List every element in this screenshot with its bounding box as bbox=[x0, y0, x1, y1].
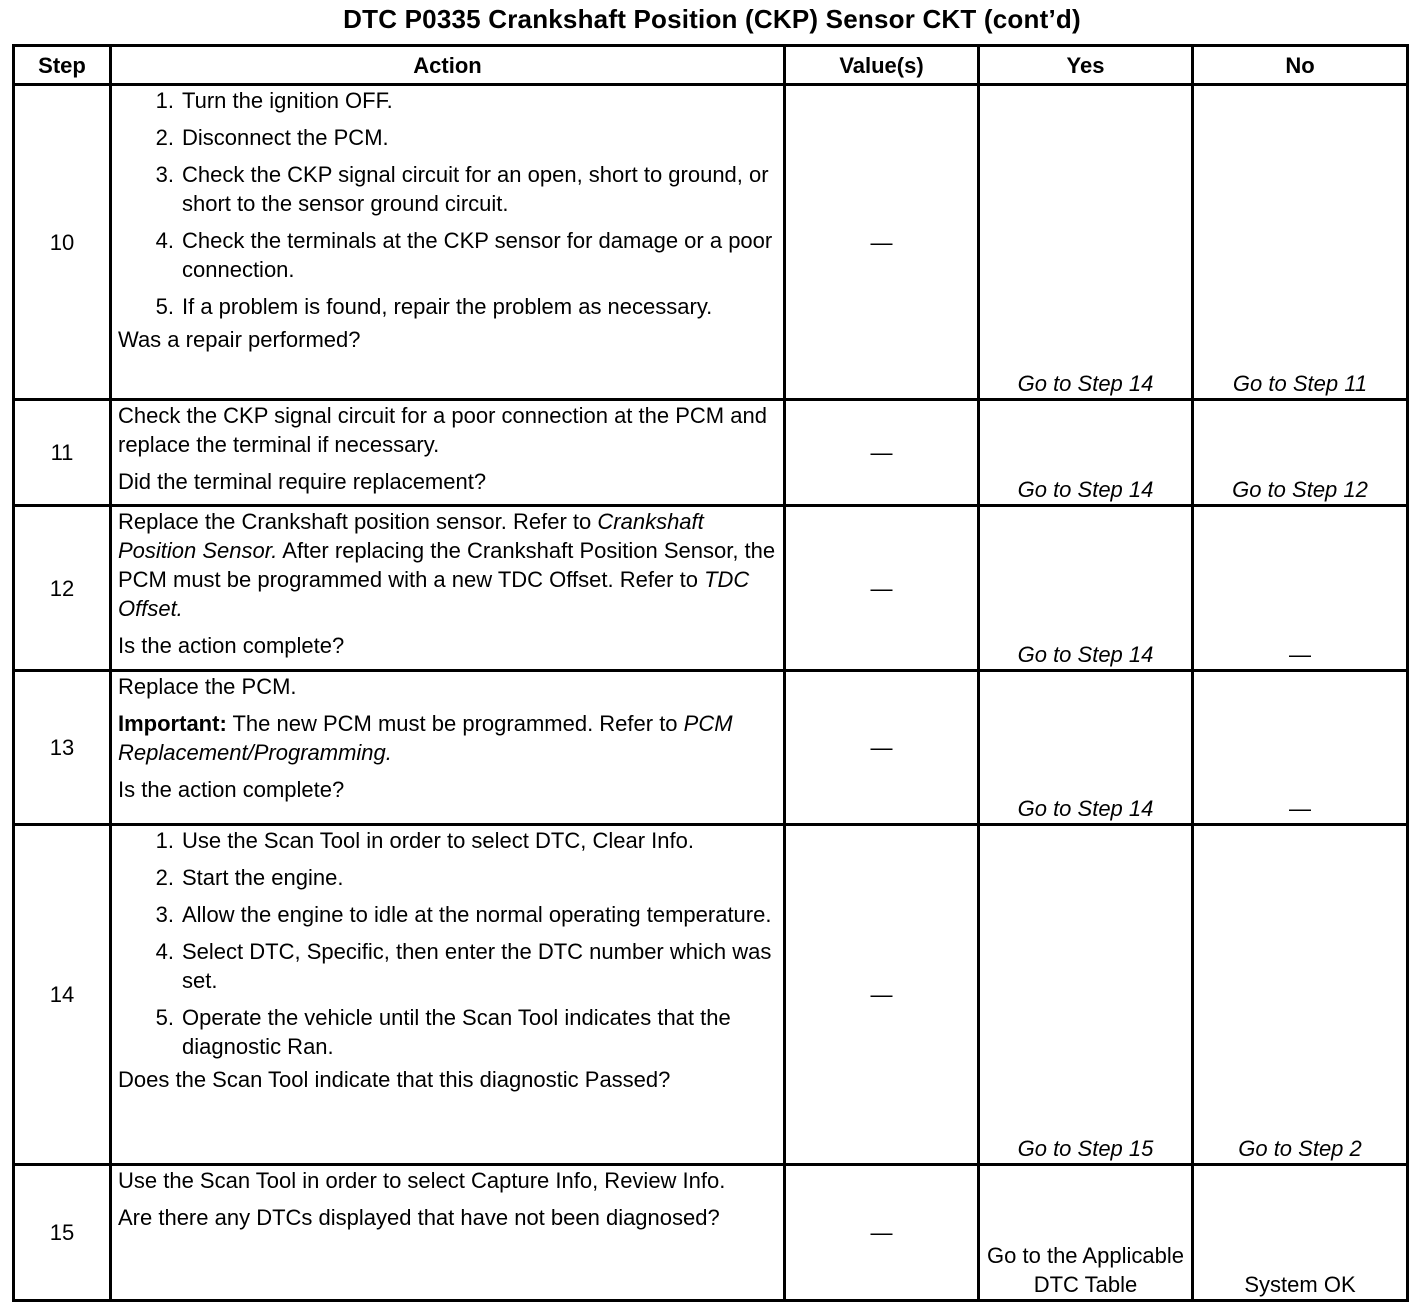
action-list bbox=[118, 826, 777, 1061]
no-cell: — bbox=[1193, 506, 1408, 671]
question-text: Was a repair performed? bbox=[118, 327, 361, 352]
question-text: Is the action complete? bbox=[118, 633, 345, 658]
value-cell: — bbox=[785, 85, 979, 400]
table-row-step-11 bbox=[14, 400, 1408, 506]
action-list bbox=[118, 86, 777, 321]
question-text: Is the action complete? bbox=[118, 777, 345, 802]
value-cell: — bbox=[785, 1165, 979, 1301]
table-row-step-14 bbox=[14, 825, 1408, 1165]
header-row bbox=[14, 46, 1408, 85]
reference-link: PCM Replacement/Programming. bbox=[118, 711, 733, 765]
header-values: Value(s) bbox=[785, 46, 979, 85]
yes-cell: Go to Step 15 bbox=[979, 825, 1193, 1165]
action-cell bbox=[111, 825, 785, 1165]
table-row-step-10 bbox=[14, 85, 1408, 400]
no-cell: Go to Step 11 bbox=[1193, 85, 1408, 400]
yes-cell: Go to Step 14 bbox=[979, 400, 1193, 506]
value-cell: — bbox=[785, 825, 979, 1165]
step-number: 11 bbox=[14, 400, 111, 506]
yes-cell: Go to Step 14 bbox=[979, 85, 1193, 400]
no-cell: — bbox=[1193, 671, 1408, 825]
header-no: No bbox=[1193, 46, 1408, 85]
list-item: 4. Select DTC, Specific, then enter the DTC number which was set. bbox=[155, 939, 772, 993]
step-number: 13 bbox=[14, 671, 111, 825]
action-cell bbox=[111, 506, 785, 671]
action-cell bbox=[111, 1165, 785, 1301]
action-text: Check the CKP signal circuit for a poor connection at the PCM and replace the terminal if necessary. bbox=[118, 403, 767, 457]
action-text: Use the Scan Tool in order to select Capture Info, Review Info. bbox=[118, 1168, 726, 1193]
table-row-step-15 bbox=[14, 1165, 1408, 1301]
list-item: 2. Start the engine. bbox=[155, 865, 344, 890]
question-text: Does the Scan Tool indicate that this diagnostic Passed? bbox=[118, 1067, 671, 1092]
value-cell: — bbox=[785, 671, 979, 825]
yes-cell: Go to the Applicable DTC Table bbox=[979, 1165, 1193, 1301]
yes-cell: Go to Step 14 bbox=[979, 671, 1193, 825]
value-cell: — bbox=[785, 506, 979, 671]
question-text: Did the terminal require replacement? bbox=[118, 469, 487, 494]
no-cell: System OK bbox=[1193, 1165, 1408, 1301]
step-number: 14 bbox=[14, 825, 111, 1165]
yes-cell: Go to Step 14 bbox=[979, 506, 1193, 671]
list-item: 1. Use the Scan Tool in order to select DTC, Clear Info. bbox=[155, 828, 694, 853]
step-number: 12 bbox=[14, 506, 111, 671]
list-item: 5. Operate the vehicle until the Scan Tool indicates that the diagnostic Ran. bbox=[155, 1005, 731, 1059]
table-row-step-12 bbox=[14, 506, 1408, 671]
step-number: 10 bbox=[14, 85, 111, 400]
action-cell bbox=[111, 671, 785, 825]
list-item: 3. Allow the engine to idle at the normal operating temperature. bbox=[155, 902, 772, 927]
no-cell: Go to Step 12 bbox=[1193, 400, 1408, 506]
header-action: Action bbox=[111, 46, 785, 85]
value-cell: — bbox=[785, 400, 979, 506]
list-item: 1. Turn the ignition OFF. bbox=[155, 88, 393, 113]
header-step: Step bbox=[14, 46, 111, 85]
diagnostic-table bbox=[12, 44, 1409, 1302]
reference-link: Crankshaft Position Sensor. bbox=[118, 509, 704, 563]
action-cell bbox=[111, 85, 785, 400]
list-item: 4. Check the terminals at the CKP sensor for damage or a poor connection. bbox=[155, 228, 773, 282]
header-yes: Yes bbox=[979, 46, 1193, 85]
table-row-step-13 bbox=[14, 671, 1408, 825]
list-item: 2. Disconnect the PCM. bbox=[155, 125, 389, 150]
important-note: Important: The new PCM must be programmed. Refer to PCM Replacement/Programming. bbox=[118, 711, 733, 765]
page-title: DTC P0335 Crankshaft Position (CKP) Sensor CKT (cont’d) bbox=[343, 4, 1081, 34]
action-text: Replace the Crankshaft position sensor. Refer to Crankshaft Position Sensor. After replacing the Crankshaft Position Sensor, the PCM must be programmed with a new TDC Offset. Refer to TDC Offset. bbox=[118, 509, 776, 621]
step-number: 15 bbox=[14, 1165, 111, 1301]
question-text: Are there any DTCs displayed that have not been diagnosed? bbox=[118, 1205, 720, 1230]
list-item: 5. If a problem is found, repair the problem as necessary. bbox=[155, 294, 713, 319]
no-cell: Go to Step 2 bbox=[1193, 825, 1408, 1165]
reference-link: TDC Offset. bbox=[118, 567, 750, 621]
list-item: 3. Check the CKP signal circuit for an open, short to ground, or short to the sensor ground circuit. bbox=[155, 162, 769, 216]
action-text: Replace the PCM. bbox=[118, 674, 297, 699]
action-cell bbox=[111, 400, 785, 506]
